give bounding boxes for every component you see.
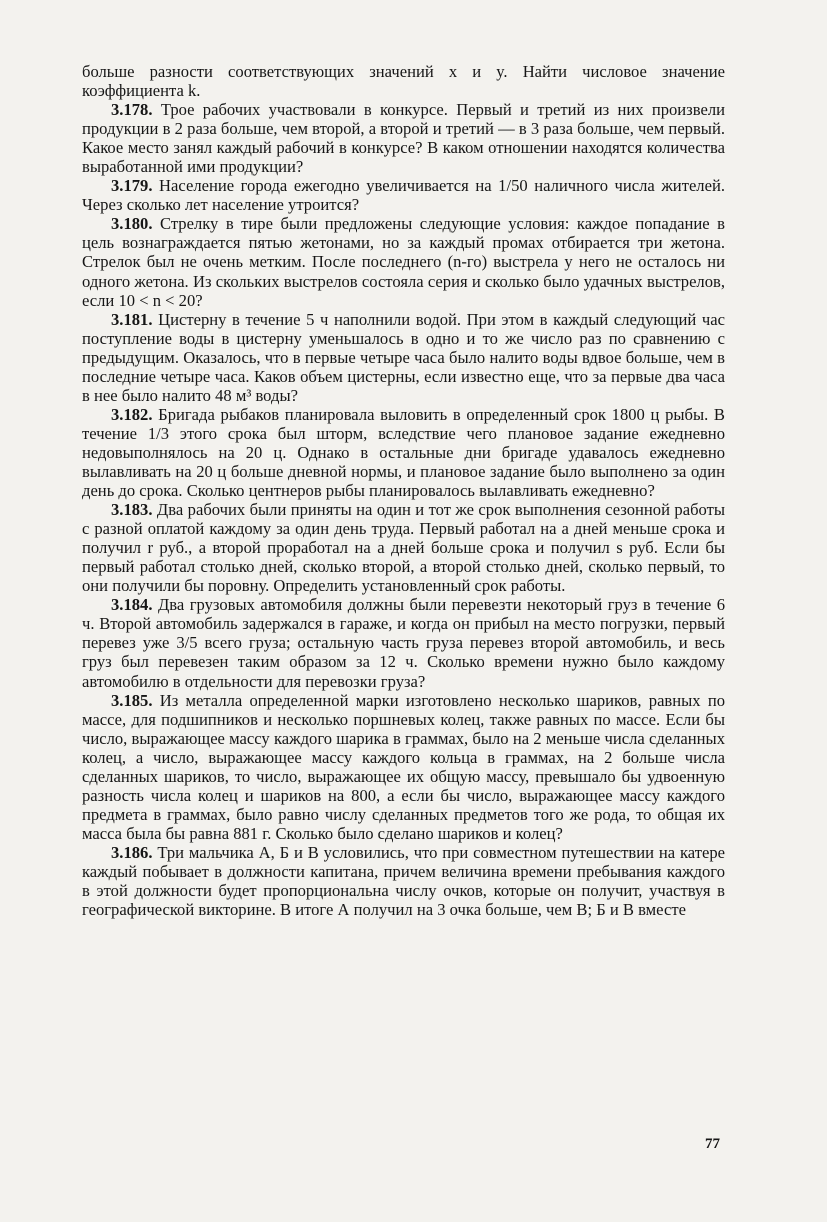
problem-text: Два грузовых автомобиля должны были перевезти некоторый груз в течение 6 ч. Второй автомобиль задержался в гараже, и когда он прибыл на место погрузки, первый перевез уже 3/5 всего груза; остальную часть груза перевез второй автомобиль, и весь груз был перевезен таким образом за 12 ч. Сколько времени нужно было каждому автомобилю в отдельности для перевозки груза? — [82, 595, 725, 691]
problem-number: 3.180. — [111, 214, 153, 234]
paragraph-continuation — [82, 62, 725, 100]
problem-3-178 — [82, 100, 725, 176]
problem-text: Стрелку в тире были предложены следующие условия: каждое попадание в цель вознаграждается пятью жетонами, но за каждый промах отбирается три жетона. Стрелок был не очень метким. После последнего (n-го) выстрела у него не осталось ни одного жетона. Из скольких выстрелов состояла серия и сколько было удачных выстрелов, если 10 < n < 20? — [82, 214, 725, 310]
problem-number: 3.184. — [111, 595, 153, 615]
problem-text: Два рабочих были приняты на один и тот же срок выполнения сезонной работы с разной оплатой каждому за один день труда. Первый работал на a дней меньше срока и получил r руб., а второй проработал на a дней больше срока и получил s руб. Если бы первый работал столько дней, сколько второй, а второй столько дней, сколько первый, то они получили бы поровну. Определить установленный срок работы. — [82, 500, 725, 596]
problem-3-186 — [82, 843, 725, 919]
problem-number: 3.178. — [111, 100, 153, 120]
problem-number: 3.179. — [111, 176, 153, 196]
problem-text: Бригада рыбаков планировала выловить в определенный срок 1800 ц рыбы. В течение 1/3 этого срока был шторм, вследствие чего плановое задание ежедневно недовыполнялось на 20 ц. Однако в остальные дни бригаде удавалось ежедневно вылавливать на 20 ц больше дневной нормы, и плановое задание было выполнено за один день до срока. Сколько центнеров рыбы планировалось вылавливать ежедневно? — [82, 404, 725, 501]
paragraph-text: больше разности соответствующих значений x и y. Найти числовое значение коэффициента k. — [82, 62, 725, 101]
problem-text: Трое рабочих участвовали в конкурсе. Первый и третий из них произвели продукции в 2 раза больше, чем второй, а второй и третий — в 3 раза больше, чем первый. Какое место занял каждый рабочий в конкурсе? В каком отношении находятся количества выработанной ими продукции? — [82, 100, 725, 177]
problem-3-183 — [82, 500, 725, 595]
problem-number: 3.183. — [111, 500, 153, 520]
problem-text: Население города ежегодно увеличивается на 1/50 наличного числа жителей. Через сколько лет население утроится? — [82, 176, 725, 215]
problem-text: Цистерну в течение 5 ч наполнили водой. При этом в каждый следующий час поступление воды в цистерну уменьшалось в одно и то же число раз по сравнению с предыдущим. Оказалось, что в первые четыре часа было налито воды вдвое больше, чем в последние четыре часа. Каков объем цистерны, если известно еще, что за первые два часа в нее было налито 48 м³ воды? — [82, 309, 725, 405]
problem-3-185 — [82, 691, 725, 843]
problem-3-182 — [82, 405, 725, 500]
problem-text: Три мальчика А, Б и В условились, что при совместном путешествии на катере каждый побывает в должности капитана, причем величина времени пребывания каждого в этой должности будет пропорциональна числу очков, которые он получит, участвуя в географической викторине. В итоге А получил на 3 очка больше, чем В; Б и В вместе — [82, 842, 725, 920]
page-number: 77 — [705, 1136, 720, 1152]
problem-3-184 — [82, 595, 725, 690]
problem-number: 3.182. — [111, 404, 153, 424]
problem-number: 3.181. — [111, 309, 153, 329]
problem-text: Из металла определенной марки изготовлено несколько шариков, равных по массе, для подшипников и несколько поршневых колец, также равных по массе. Если бы число, выражающее массу каждого шарика в граммах, было на 2 меньше числа сделанных колец, а число, выражающее массу каждого кольца в граммах, на 2 больше числа сделанных шариков, то число, выражающее их общую массу, превышало бы удвоенную разность числа колец и шариков на 800, а если бы число, выражающее массу каждого предмета в граммах, было равно числу сделанных предметов того же рода, то общая их масса была бы равна 881 г. Сколько было сделано шариков и колец? — [82, 690, 725, 843]
problem-number: 3.185. — [111, 690, 153, 710]
problem-3-179 — [82, 176, 725, 214]
problem-3-181 — [82, 310, 725, 405]
problem-3-180 — [82, 214, 725, 309]
problem-number: 3.186. — [111, 842, 153, 862]
page-text — [82, 62, 725, 919]
